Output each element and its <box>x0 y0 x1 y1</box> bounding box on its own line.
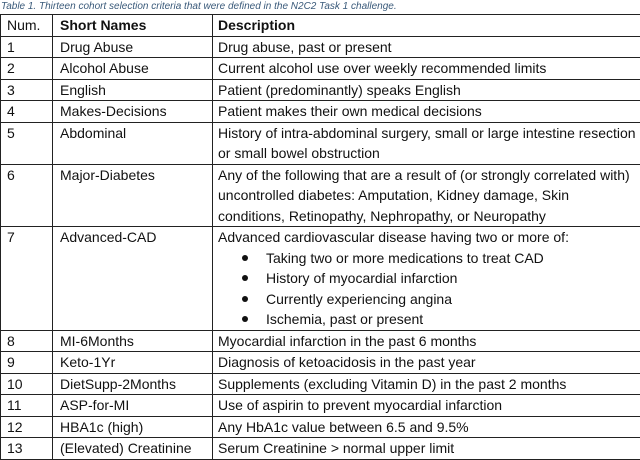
table-row <box>1 164 640 227</box>
row-num: 12 <box>1 416 53 438</box>
criteria-table <box>0 14 640 460</box>
bullet-icon <box>242 316 248 322</box>
table-row <box>1 330 640 352</box>
row-short-name: Makes-Decisions <box>53 101 213 123</box>
list-item <box>218 268 636 289</box>
table-row <box>1 122 640 164</box>
row-description: Any of the following that are a result of (or strongly correlated with) uncontrolled diabetes: Amputation, Kidney damage, Skin conditions, Retinopathy, Nephropathy, or Neuropathy <box>213 164 640 227</box>
list-item-text: History of myocardial infarction <box>266 270 457 286</box>
row-description: Patient makes their own medical decisions <box>213 101 640 123</box>
row-description-with-list <box>213 227 640 331</box>
row-short-name: HBA1c (high) <box>53 416 213 438</box>
table-row <box>1 79 640 101</box>
header-description: Description <box>213 15 640 37</box>
row-description: Drug abuse, past or present <box>213 36 640 58</box>
row-short-name: Abdominal <box>53 122 213 164</box>
row-description: Diagnosis of ketoacidosis in the past year <box>213 352 640 374</box>
table-row <box>1 227 640 331</box>
row-num: 8 <box>1 330 53 352</box>
table-row <box>1 58 640 80</box>
row-description: Serum Creatinine > normal upper limit <box>213 438 640 460</box>
row-num: 5 <box>1 122 53 164</box>
row-num: 2 <box>1 58 53 80</box>
row-num: 11 <box>1 395 53 417</box>
row-description: Myocardial infarction in the past 6 months <box>213 330 640 352</box>
row-num: 10 <box>1 373 53 395</box>
row-num: 3 <box>1 79 53 101</box>
row-num: 1 <box>1 36 53 58</box>
bullet-icon <box>242 255 248 261</box>
row-num: 9 <box>1 352 53 374</box>
row-num: 4 <box>1 101 53 123</box>
row-short-name: ASP-for-MI <box>53 395 213 417</box>
row-short-name: Major-Diabetes <box>53 164 213 227</box>
row-description: Use of aspirin to prevent myocardial infarction <box>213 395 640 417</box>
table-row <box>1 395 640 417</box>
row-description: Advanced cardiovascular disease having two or more of: <box>218 227 636 248</box>
list-item <box>218 309 636 330</box>
table-row <box>1 36 640 58</box>
row-description: History of intra-abdominal surgery, small or large intestine resection or small bowel obstruction <box>213 122 640 164</box>
row-description: Any HbA1c value between 6.5 and 9.5% <box>213 416 640 438</box>
table-caption: Table 1. Thirteen cohort selection criteria that were defined in the N2C2 Task 1 challenge. <box>1 0 397 13</box>
row-description: Patient (predominantly) speaks English <box>213 79 640 101</box>
row-short-name: Keto-1Yr <box>53 352 213 374</box>
row-num: 13 <box>1 438 53 460</box>
row-short-name: DietSupp-2Months <box>53 373 213 395</box>
row-short-name: Advanced-CAD <box>53 227 213 331</box>
list-item-text: Currently experiencing angina <box>266 291 452 307</box>
row-short-name: Drug Abuse <box>53 36 213 58</box>
bullet-icon <box>242 275 248 281</box>
row-short-name: English <box>53 79 213 101</box>
list-item-text: Taking two or more medications to treat CAD <box>266 250 544 266</box>
table-row <box>1 352 640 374</box>
row-num: 7 <box>1 227 53 331</box>
table-row <box>1 373 640 395</box>
row-num: 6 <box>1 164 53 227</box>
header-short-names: Short Names <box>53 15 213 37</box>
table-row <box>1 438 640 460</box>
row-short-name: MI-6Months <box>53 330 213 352</box>
row-description: Current alcohol use over weekly recommended limits <box>213 58 640 80</box>
list-item-text: Ischemia, past or present <box>266 311 423 327</box>
bullet-icon <box>242 296 248 302</box>
table-row <box>1 416 640 438</box>
table-row <box>1 101 640 123</box>
header-num: Num. <box>1 15 53 37</box>
row-short-name: (Elevated) Creatinine <box>53 438 213 460</box>
row-description: Supplements (excluding Vitamin D) in the past 2 months <box>213 373 640 395</box>
bullet-list <box>218 248 636 330</box>
header-row <box>1 15 640 37</box>
list-item <box>218 248 636 269</box>
list-item <box>218 289 636 310</box>
row-short-name: Alcohol Abuse <box>53 58 213 80</box>
